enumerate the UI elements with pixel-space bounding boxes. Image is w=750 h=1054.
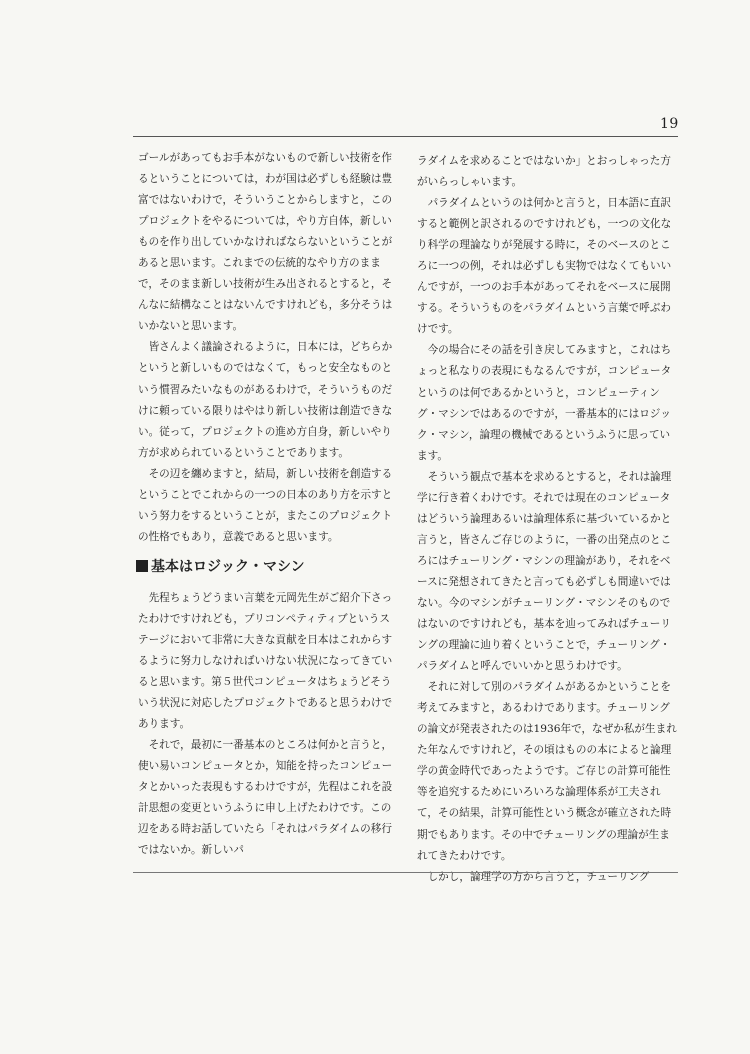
- paragraph: そういう観点で基本を求めるとすると，それは論理学に行き着くわけです。それでは現在のコンピュータはどういう論理あるいは論理体系に基づいているかと言うと，皆さんご存じのように，一番の出発点のところにはチューリング・マシンの理論があり，それをベースに発想されてきたと言っても必ずしも間違いではない。今のマシンがチューリング・マシンそのものではないのですけれども，基本を辿ってみればチューリングの理論に辿り着くということで，チューリング・パラダイムと呼んでいいかと思うわけです。: [417, 470, 672, 673]
- paragraph: それで，最初に一番基本のところは何かと言うと，使い易いコンピュータとか，知能を持ったコンピュータとかいった表現もするわけですが，先程はこれを設計思想の変更というふうに申し上げたわけです。この辺をある時お話していたら「それはパラダイムの移行ではないか。新しいパ: [138, 739, 393, 857]
- page-number: 19: [660, 116, 679, 132]
- paragraph: それに対して別のパラダイムがあるかということを考えてみますと，あるわけであります。チューリングの論文が発表されたのは1936年で，なぜか私が生まれた年なんですけれど，その頃はものの本によると論理学の黄金時代であったようです。ご存じの計算可能性等を追究するためにいろいろな論理体系が工夫されて，その結果，計算可能性という概念が確立された時期でもあります。その中でチューリングの理論が生まれてきたわけです。: [417, 681, 677, 862]
- header-rule: [133, 136, 678, 137]
- right-column: [417, 151, 679, 888]
- section-heading-text: 基本はロジック・マシン: [151, 558, 305, 575]
- paragraph: 今の場合にその話を引き戻してみますと，これはちょっと私なりの表現にもなるんですが，コンピュータというのは何であるかというと，コンピューティング・マシンではあるのですが，一番基本的にはロジック・マシン，論理の機械であるというふうに思っています。: [417, 344, 672, 462]
- footer-rule: [133, 872, 678, 873]
- paragraph: パラダイムというのは何かと言うと，日本語に直訳すると範例と訳されるのですけれども，一つの文化なり科学の理論なりが発展する時に，そのベースのところに一つの例，それは必ずしも実物ではなくてもいいんですが，一つのお手本があってそれをベースに展開する。そういうものをパラダイムという言葉で呼ぶわけです。: [417, 197, 672, 336]
- paragraph: しかし，論理学の方から言うと，チューリング: [427, 870, 650, 883]
- paragraph: ゴールがあってもお手本がないもので新しい技術を作るということについては，わが国は必ずしも経験は豊富ではないわけで，そういうことからしますと，このプロジェクトをやるについては，やり方自体，新しいものを作り出していかなければならないということがあると思います。これまでの伝統的なやり方のままで，そのまま新しい技術が生み出されるとすると，そんなに結構なことはないんですけれども，多分そうはいかないと思います。: [138, 152, 393, 333]
- paragraph: 皆さんよく議論されるように，日本には，どちらかというと新しいものではなくて，もっと安全なものという慣習みたいなものがあるわけで，そういうものだけに頼っている限りはやはり新しい技術は創造できない。従って，プロジェクトの進め方自身，新しいやり方が求められているということであります。: [138, 341, 393, 459]
- paragraph: ラダイムを求めることではないか」とおっしゃった方がいらっしゃいます。: [417, 155, 671, 189]
- section-heading: [136, 554, 400, 580]
- left-column: [138, 148, 400, 862]
- heading-square-icon: [136, 560, 148, 572]
- paragraph: 先程ちょうどうまい言葉を元岡先生がご紹介下さったわけですけれども，プリコンペティティブというステージにおいて非常に大きな貢献を日本はこれからするように努力しなければいけない状況になってきていると思います。第５世代コンピュータはちょうどそういう状況に対応したプロジェクトであると思うわけであります。: [138, 591, 393, 731]
- paragraph: その辺を纏めますと，結局，新しい技術を創造するということでこれからの一つの日本のあり方を示すという努力をするということが，またこのプロジェクトの性格でもあり，意義であると思います。: [138, 467, 393, 543]
